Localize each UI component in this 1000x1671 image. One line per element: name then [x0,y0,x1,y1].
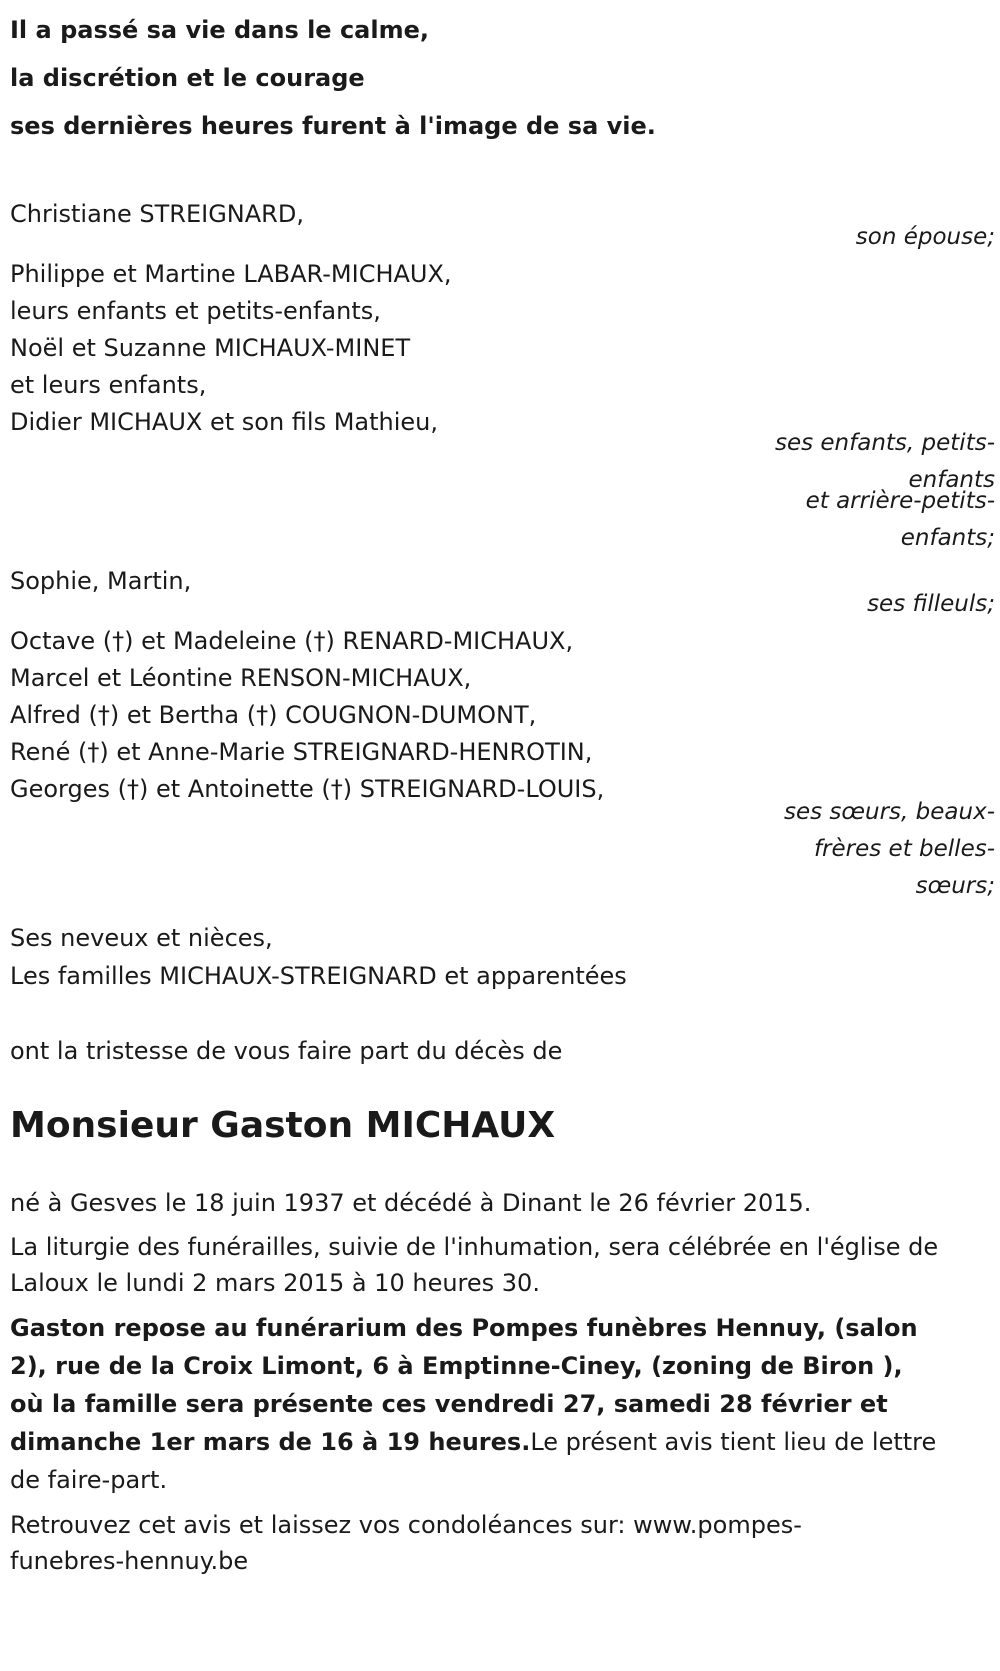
nephews-line: Ses neveux et nièces, [10,924,273,952]
children-line: et leurs enfants, [10,371,207,399]
spouse-role: son épouse; [855,224,995,250]
funerarium-paragraph [10,1309,940,1499]
siblings-role: ses sœurs, beaux-frères et belles-sœurs; [783,799,995,899]
children-role-2: et arrière-petits-enfants; [805,488,995,551]
children-line: leurs enfants et petits-enfants, [10,297,381,325]
condolences-text: Retrouvez cet avis et laissez vos condoléances sur: www.pompes-funebres-hennuy.be [10,1511,802,1575]
siblings-block [10,623,995,905]
sibling-line: Alfred (†) et Bertha (†) COUGNON-DUMONT, [10,701,537,729]
epitaph-line-3: ses dernières heures furent à l'image de sa vie. [10,112,656,140]
sibling-line: Octave (†) et Madeleine (†) RENARD-MICHAUX, [10,627,574,655]
children-line: Philippe et Martine LABAR-MICHAUX, [10,260,452,288]
birth-death-text: né à Gesves le 18 juin 1937 et décédé à Dinant le 26 février 2015. [10,1189,812,1217]
spouse-block [10,194,995,256]
sibling-line: Georges (†) et Antoinette (†) STREIGNARD-LOUIS, [10,775,605,803]
families-line: Les familles MICHAUX-STREIGNARD et apparentées [10,962,627,990]
liturgy-text: La liturgie des funérailles, suivie de l'inhumation, sera célébrée en l'église de Laloux le lundi 2 mars 2015 à 10 heures 30. [10,1233,939,1297]
funerarium-bold-text: Gaston repose au funérarium des Pompes funèbres Hennuy, (salon 2), rue de la Croix Limont, 6 à Emptinne-Ciney, (zoning de Biron ), où la famille sera présente ces vendredi 27, samedi 28 février et dimanche 1er mars de 16 à 19 heures. [10,1314,918,1456]
children-line: Noël et Suzanne MICHAUX-MINET [10,334,411,362]
others-block [10,919,995,995]
announcement-text: ont la tristesse de vous faire part du décès de [10,1037,563,1065]
epitaph-line-1: Il a passé sa vie dans le calme, [10,16,429,44]
children-line: Didier MICHAUX et son fils Mathieu, [10,408,439,436]
epitaph-line-2: la discrétion et le courage [10,64,365,92]
godchildren-names: Sophie, Martin, [10,567,192,595]
godchildren-role: ses filleuls; [867,591,995,617]
children-block [10,256,995,557]
children-role-1: ses enfants, petits-enfants [774,430,995,493]
sibling-line: Marcel et Léontine RENSON-MICHAUX, [10,664,472,692]
godchildren-block [10,561,995,623]
funerarium-normal-text: Le présent avis tient lieu de lettre de faire-part. [10,1428,937,1494]
obituary-notice [10,6,995,1579]
sibling-line: René (†) et Anne-Marie STREIGNARD-HENROTIN, [10,738,593,766]
epitaph [10,6,995,150]
deceased-name: Monsieur Gaston MICHAUX [10,1105,556,1146]
spouse-name: Christiane STREIGNARD, [10,200,304,228]
